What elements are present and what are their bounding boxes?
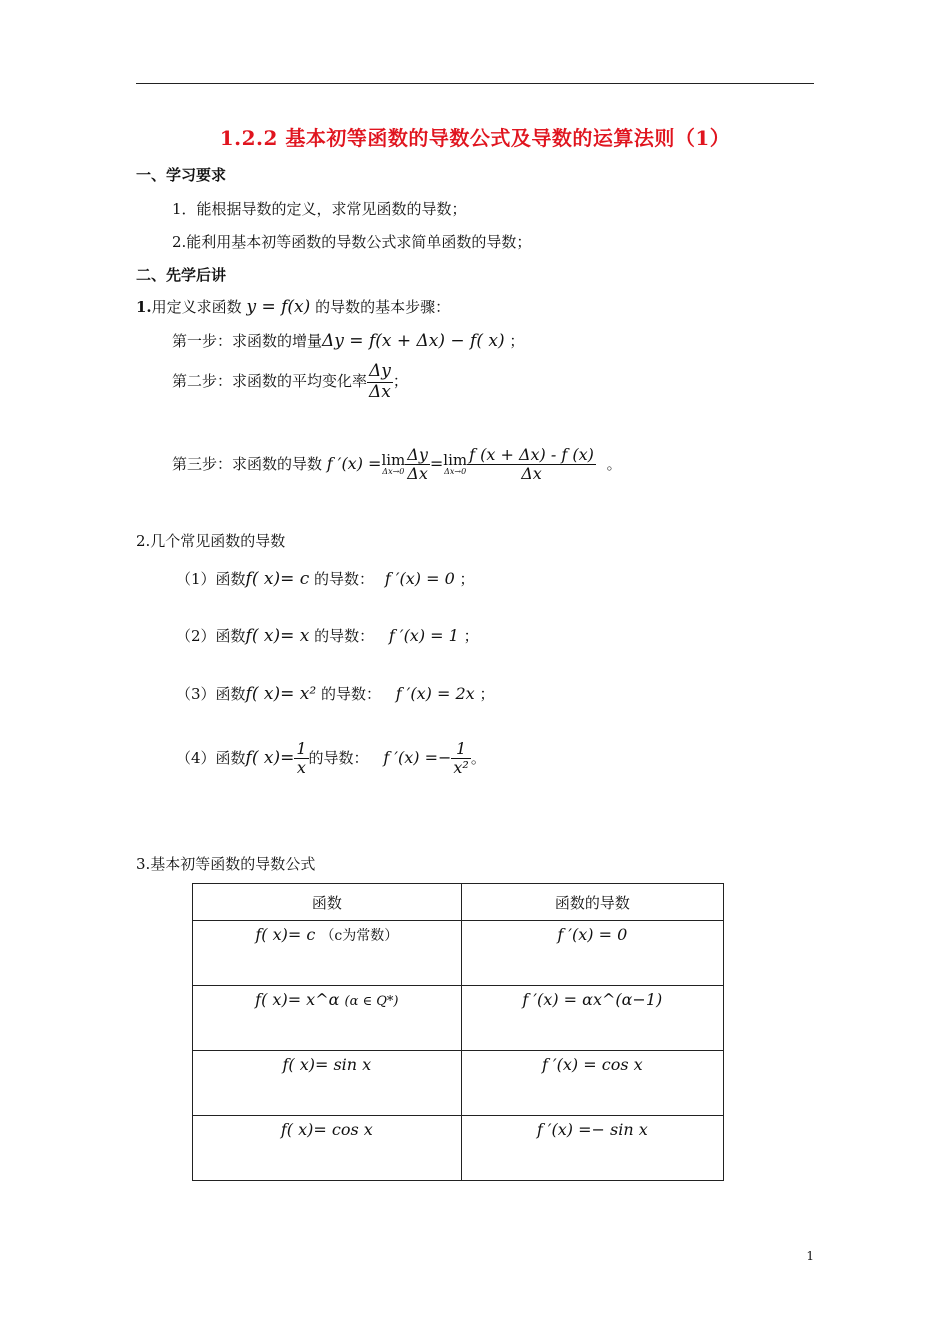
derivative-fraction-2 [467,446,596,484]
intro-text-a: 用定义求函数 [151,298,242,316]
function-sine: f( x)= sin x [282,1055,372,1074]
item-4-derivative-fraction [451,740,470,778]
item-2-label: （2）函数 [176,627,246,645]
common-derivatives-heading: 2.几个常见函数的导数 [136,532,286,550]
formula-table-heading: 3.基本初等函数的导数公式 [136,855,316,873]
common-derivative-4 [176,740,486,778]
intro-text-b: 的导数的基本步骤： [315,298,451,316]
table-row [193,1051,724,1116]
increment-formula: Δy = f(x + Δx) − f( x) [322,331,505,351]
column-header-function: 函数 [193,884,462,921]
limit-1-word: lim [381,451,406,470]
section-heading-prelearn: 二、先学后讲 [136,266,227,284]
item-3-end: ； [479,685,495,703]
item-4-derivative-numerator: 1 [451,740,470,759]
item-1-label: （1）函数 [176,570,246,588]
item-2-derivative: f ′(x) = 1 [388,626,459,645]
item-2-end: ； [463,627,479,645]
item-4-function-fraction [294,740,308,778]
table-cell-derivative [461,1116,723,1181]
item-4-function-numerator: 1 [296,739,307,758]
table-cell-function [193,1051,462,1116]
table-cell-derivative [461,921,723,986]
page-title: 1.2.2 基本初等函数的导数公式及导数的运算法则（1） [219,126,731,150]
column-header-derivative: 函数的导数 [461,884,723,921]
table-cell-function [193,1116,462,1181]
item-3-label: （3）函数 [176,685,246,703]
step-2-label: 第二步：求函数的平均变化率 [172,372,368,391]
table-row [193,921,724,986]
function-constant: f( x)= c [255,925,316,944]
item-3-function: f( x)= x² [245,684,317,704]
table-cell-function [193,921,462,986]
limit-1 [381,453,405,476]
requirement-item-2: 2.能利用基本初等函数的导数公式求简单函数的导数； [172,233,532,251]
item-4-function-lhs: f( x)= [245,747,295,768]
section-heading-requirements: 一、学习要求 [136,166,227,184]
item-2-mid: 的导数： [314,627,375,645]
item-4-mid: 的导数： [308,748,369,767]
limit-2-sub: Δx→0 [444,467,467,477]
limit-2 [443,453,467,476]
step-2 [172,362,408,402]
item-1-mid: 的导数： [314,570,375,588]
item-1-end: ； [459,570,475,588]
table-cell-function [193,986,462,1051]
derivative-fraction-1 [405,446,430,484]
derivative-numerator-2: f (x + Δx) - f (x) [469,445,594,464]
step-1-label: 第一步：求函数的增量 [172,332,323,350]
item-4-derivative-lhs: f ′(x) =− [383,747,452,767]
table-cell-derivative [461,1051,723,1116]
function-note: （c为常数） [320,928,399,944]
item-4-function-denominator: x [296,758,306,778]
item-3-mid: 的导数： [320,685,381,703]
step-1-end: ； [509,332,525,350]
step-1 [172,330,524,351]
table-row [193,1116,724,1181]
derivative-power: f ′(x) = αx^(α−1) [522,990,663,1009]
derivative-numerator-1: Δy [407,445,428,464]
function-note: (α ∈ Q*) [344,994,399,1009]
requirement-item-1: 1．能根据导数的定义，求常见函数的导数； [172,200,467,218]
item-number: 1. [136,298,152,316]
derivative-lhs: f ′(x) = [326,453,382,473]
limit-1-sub: Δx→0 [382,467,405,477]
step-3 [172,446,622,484]
header-rule [136,83,814,84]
formula-y-fx: y = f(x) [246,297,311,317]
function-cosine: f( x)= cos x [280,1120,373,1139]
table-row [193,986,724,1051]
derivative-cosine: f ′(x) =− sin x [536,1120,648,1139]
common-derivative-2 [176,625,479,646]
table-cell-derivative [461,986,723,1051]
common-derivative-1 [176,568,475,589]
item-2-function: f( x)= x [245,626,310,646]
step-3-label: 第三步：求函数的导数 [172,454,323,473]
rate-numerator: Δy [369,361,391,381]
rate-fraction [367,362,393,402]
function-power: f( x)= x^α [255,990,340,1009]
step-2-end: ； [392,372,408,391]
limit-2-word: lim [443,451,468,470]
derivative-denominator-2: Δx [521,464,542,484]
item-4-derivative-denominator: x² [453,758,469,778]
step-3-end: 。 [606,454,622,473]
derivative-formula-table [192,883,724,1181]
item-1-function: f( x)= c [245,569,310,589]
item-1-derivative: f ′(x) = 0 [384,569,455,588]
derivative-sine: f ′(x) = cos x [542,1055,643,1074]
item-4-label: （4）函数 [176,748,246,767]
page-number: 1 [806,1249,814,1263]
equals-sign: = [429,453,444,473]
derivative-constant: f ′(x) = 0 [557,925,628,944]
item-3-derivative: f ′(x) = 2x [395,684,475,703]
rate-denominator: Δx [369,381,391,402]
item-4-end: 。 [470,748,486,767]
common-derivative-3 [176,683,494,704]
definition-steps-intro [136,296,450,317]
derivative-denominator-1: Δx [407,464,428,484]
table-header-row [193,884,724,921]
